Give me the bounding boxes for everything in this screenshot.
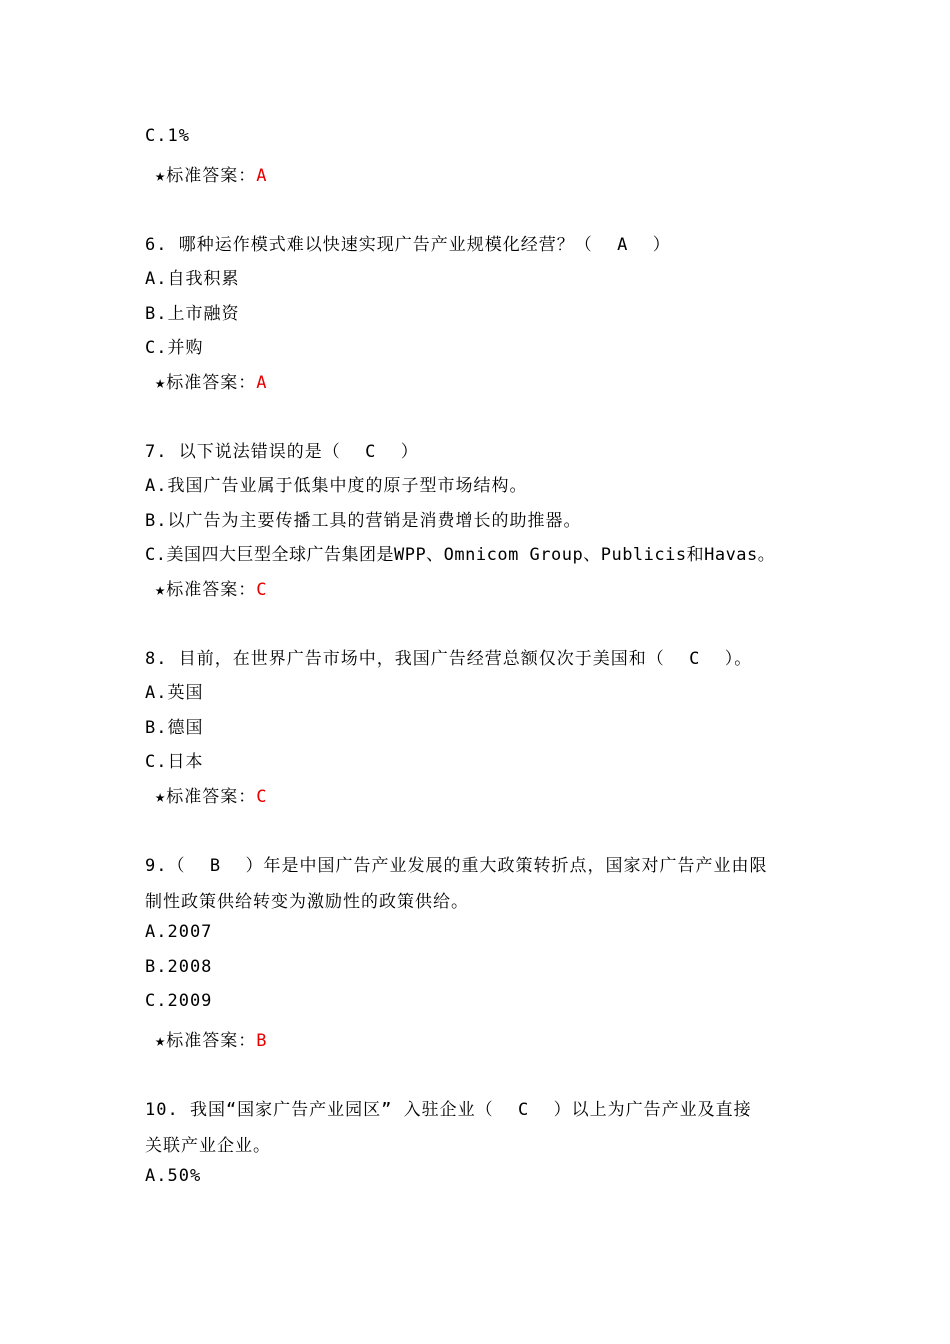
- question-10-stem: [145, 1095, 752, 1120]
- answer-value: C: [256, 787, 268, 807]
- stem-text: 9.（: [145, 856, 186, 876]
- answer-label: ★标准答案：: [155, 373, 257, 393]
- question-6-option-a: A.自我积累: [145, 269, 240, 289]
- answer-label: ★标准答案：: [155, 787, 257, 807]
- answer-label: ★标准答案：: [155, 166, 257, 186]
- question-6-standard-answer: [155, 368, 268, 393]
- blank-answer: C: [365, 442, 377, 462]
- answer-label: ★标准答案：: [155, 580, 257, 600]
- question-7-option-a: A.我国广告业属于低集中度的原子型市场结构。: [145, 476, 528, 496]
- stem-text: 6. 哪种运作模式难以快速实现广告产业规模化经营？（: [145, 235, 593, 255]
- question-9-standard-answer: [155, 1026, 268, 1051]
- stem-text: 8. 目前，在世界广告市场中，我国广告经营总额仅次于美国和（: [145, 649, 665, 669]
- question-8-option-a: A.英国: [145, 683, 204, 703]
- question-9-option-b: B.2008: [145, 957, 213, 977]
- question-8-option-c: C.日本: [145, 752, 204, 772]
- question-6-option-c: C.并购: [145, 338, 204, 358]
- question-9-stem-line2: 制性政策供给转变为激励性的政策供给。: [145, 892, 469, 912]
- question-8-stem: [145, 644, 752, 669]
- question-8-standard-answer: [155, 782, 268, 807]
- stem-end: ）年是中国广告产业发展的重大政策转折点，国家对广告产业由限: [245, 856, 768, 876]
- question-10-stem-line2: 关联产业企业。: [145, 1136, 271, 1156]
- question-10-option-a: A.50%: [145, 1166, 202, 1186]
- stem-text: 10. 我国“国家广告产业园区” 入驻企业（: [145, 1100, 494, 1120]
- answer-value: A: [256, 373, 268, 393]
- blank-answer: C: [689, 649, 701, 669]
- question-6-option-b: B.上市融资: [145, 304, 240, 324]
- question-7-option-b: B.以广告为主要传播工具的营销是消费增长的助推器。: [145, 511, 582, 531]
- option-c: C.1%: [145, 126, 190, 146]
- blank-answer: A: [617, 235, 629, 255]
- question-9-stem: [145, 851, 767, 876]
- question-7-stem: [145, 437, 419, 462]
- question-7-standard-answer: [155, 575, 268, 600]
- stem-text: 7. 以下说法错误的是（: [145, 442, 341, 462]
- question-8-option-b: B.德国: [145, 718, 204, 738]
- stem-end: ）以上为广告产业及直接: [553, 1100, 752, 1120]
- standard-answer: [155, 161, 268, 186]
- answer-value: B: [256, 1031, 268, 1051]
- stem-end: ）: [652, 235, 671, 255]
- answer-value: A: [256, 166, 268, 186]
- blank-answer: B: [209, 856, 222, 876]
- question-9-option-a: A.2007: [145, 922, 213, 942]
- stem-end: ）。: [724, 649, 753, 669]
- stem-end: ）: [400, 442, 419, 462]
- question-7-option-c: C.美国四大巨型全球广告集团是WPP、Omnicom Group、Publicis和Havas。: [145, 545, 776, 565]
- question-9-option-c: C.2009: [145, 991, 213, 1011]
- question-6-stem: [145, 230, 671, 255]
- answer-value: C: [256, 580, 268, 600]
- answer-label: ★标准答案：: [155, 1031, 257, 1051]
- blank-answer: C: [518, 1100, 530, 1120]
